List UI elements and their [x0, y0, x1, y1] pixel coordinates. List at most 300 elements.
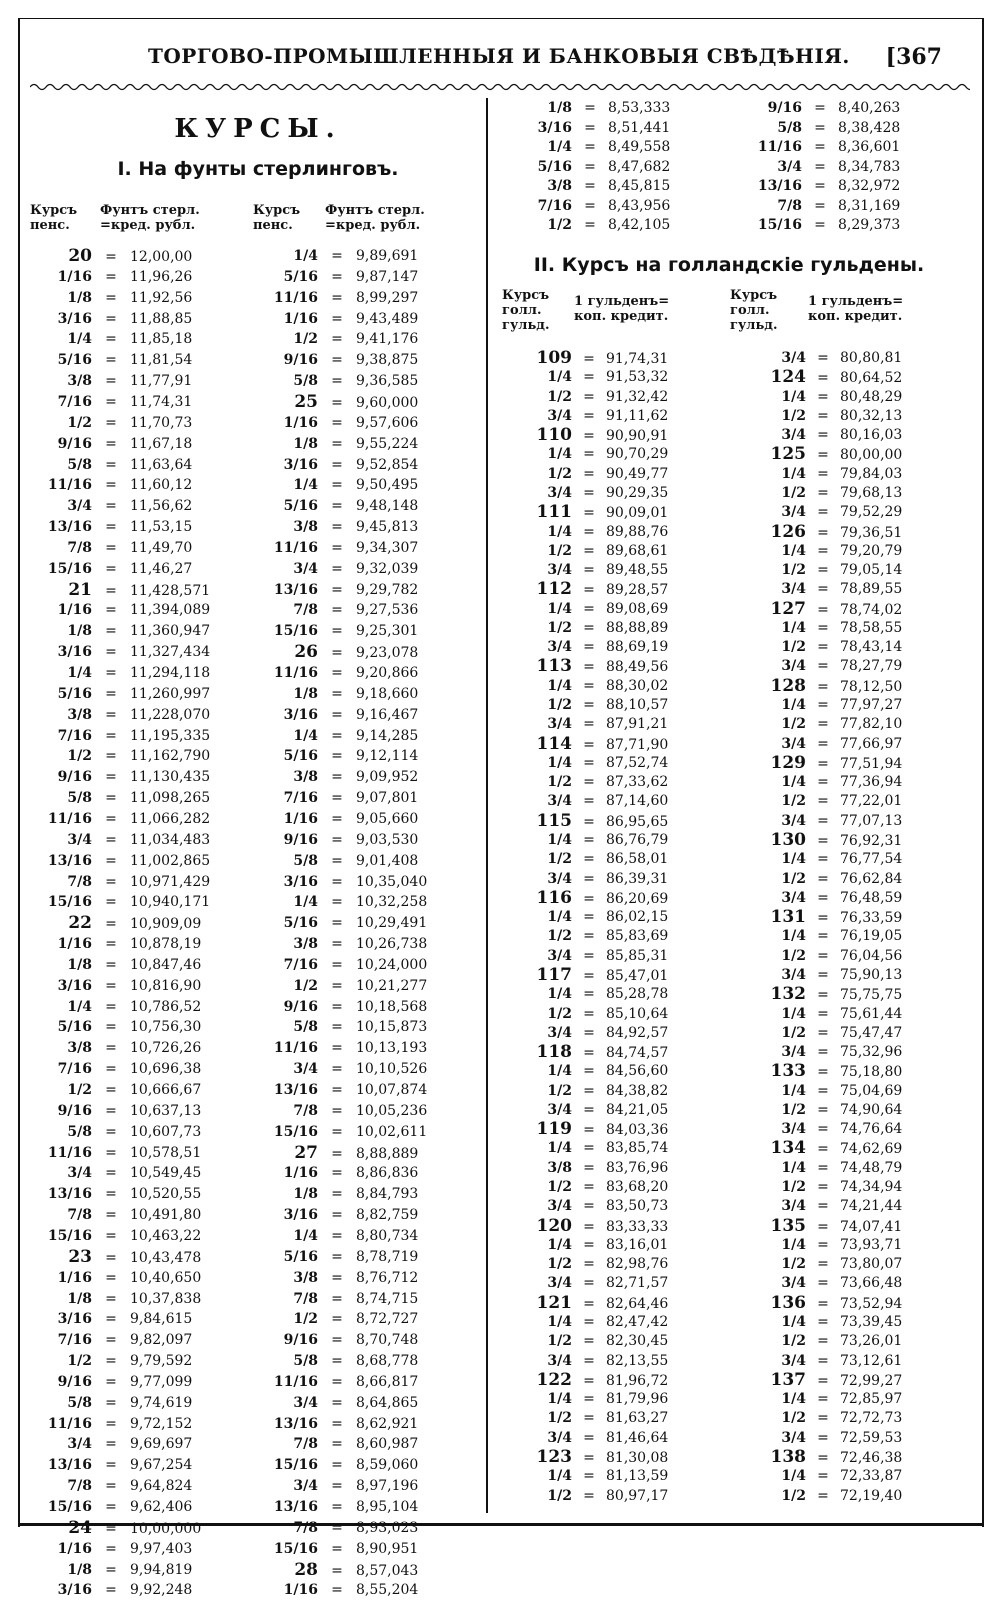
table-row [506, 464, 668, 485]
table-row [262, 1101, 427, 1122]
section-title: КУРСЫ. [174, 114, 342, 144]
table-row [262, 580, 418, 601]
rate-value: 82,47,42 [606, 1314, 669, 1330]
table-row [506, 1158, 668, 1179]
rate-value: 77,97,27 [840, 697, 903, 714]
equals-sign: = [105, 810, 117, 827]
rate-key: 1/2 [781, 1410, 806, 1427]
rate-value: 9,74,619 [130, 1394, 193, 1411]
rate-value: 8,57,043 [356, 1562, 419, 1579]
rate-key: 3/8 [547, 1159, 572, 1176]
equals-sign: = [584, 158, 596, 175]
rate-value: 75,75,75 [840, 987, 903, 1004]
table-row [506, 1177, 668, 1198]
rate-value: 10,463,22 [130, 1227, 202, 1244]
equals-sign: = [105, 873, 117, 890]
equals-sign: = [331, 873, 343, 890]
equals-sign: = [817, 678, 829, 695]
rate-key: 136 [770, 1292, 806, 1313]
rate-key: 3/8 [293, 936, 318, 953]
rate-key: 1/2 [781, 1333, 806, 1350]
rate-key: 1/2 [293, 977, 318, 994]
rate-key: 3/16 [57, 310, 92, 327]
rate-key: 3/4 [547, 639, 572, 656]
table-row [262, 309, 418, 330]
rate-key: 114 [536, 733, 572, 754]
equals-sign: = [105, 1040, 117, 1057]
equals-sign: = [105, 852, 117, 869]
rate-key: 1/2 [781, 870, 806, 887]
table-row [262, 288, 418, 309]
table-row [262, 1372, 418, 1393]
rate-key: 131 [770, 907, 806, 928]
equals-sign: = [331, 894, 343, 911]
table-row [510, 137, 670, 158]
rate-value: 8,82,759 [356, 1207, 419, 1224]
rate-key: 11/16 [47, 810, 92, 827]
equals-sign: = [583, 774, 595, 791]
rate-value: 88,88,89 [606, 619, 669, 636]
equals-sign: = [817, 1218, 829, 1235]
equals-sign: = [583, 639, 595, 656]
table-row [740, 1312, 902, 1333]
rate-key: 1/2 [781, 1256, 806, 1273]
rate-key: 3/4 [547, 793, 572, 810]
rate-key: 15/16 [47, 894, 92, 911]
rate-key: 3/4 [547, 1429, 572, 1446]
rate-value: 76,04,56 [840, 947, 903, 964]
equals-sign: = [817, 447, 829, 464]
equals-sign: = [583, 1140, 595, 1157]
rate-value: 83,68,20 [606, 1179, 669, 1196]
equals-sign: = [331, 310, 343, 327]
equals-sign: = [105, 685, 117, 702]
rate-value: 8,43,956 [608, 197, 671, 214]
rate-key: 3/4 [293, 1394, 318, 1411]
equals-sign: = [817, 1449, 829, 1466]
rate-value: 10,909,09 [130, 916, 202, 933]
equals-sign: = [105, 1353, 117, 1370]
rate-key: 1/4 [781, 1159, 806, 1176]
rate-key: 11/16 [47, 477, 92, 494]
rate-value: 11,63,64 [130, 456, 193, 473]
equals-sign: = [817, 504, 829, 521]
table-row [32, 288, 192, 309]
rate-value: 91,11,62 [606, 407, 669, 424]
table-row [510, 157, 670, 178]
rate-key: 1/16 [57, 602, 92, 619]
table-row [262, 663, 418, 684]
equals-sign: = [331, 1332, 343, 1349]
equals-sign: = [583, 909, 595, 926]
table-row [32, 726, 210, 747]
table-row [32, 1017, 201, 1038]
table-row [32, 455, 192, 476]
rate-value: 88,69,19 [606, 639, 669, 656]
equals-sign: = [814, 119, 826, 136]
rate-value: 9,36,585 [356, 373, 419, 390]
equals-sign: = [331, 352, 343, 369]
rate-key: 7/16 [57, 393, 92, 410]
rate-key: 1/16 [283, 414, 318, 431]
rate-key: 15/16 [273, 623, 318, 640]
rate-value: 86,20,69 [606, 890, 669, 907]
rate-key: 28 [294, 1559, 318, 1580]
table-row [740, 1177, 902, 1198]
rate-key: 5/16 [283, 1248, 318, 1265]
equals-sign: = [331, 1311, 343, 1328]
table-row [740, 811, 902, 832]
table-row [506, 1408, 668, 1429]
rate-key: 9/16 [767, 100, 802, 116]
equals-sign: = [583, 947, 595, 964]
equals-sign: = [331, 748, 343, 765]
table-row [506, 522, 668, 543]
equals-sign: = [817, 1121, 829, 1138]
table-row [262, 434, 418, 455]
equals-sign: = [583, 793, 595, 810]
rate-key: 1/2 [67, 1082, 92, 1098]
table-row [262, 1184, 418, 1205]
rate-value: 79,20,79 [840, 542, 903, 559]
rate-key: 3/4 [781, 735, 806, 752]
table-row [506, 1428, 668, 1449]
equals-sign: = [105, 1227, 117, 1244]
header-value-d: 1 гульденъ= коп. кредит. [808, 294, 904, 324]
table-row [506, 676, 668, 697]
equals-sign: = [817, 1141, 829, 1158]
rate-key: 13/16 [273, 1499, 318, 1515]
rate-value: 74,34,94 [840, 1179, 903, 1196]
equals-sign: = [105, 268, 117, 285]
equals-sign: = [331, 539, 343, 556]
equals-sign: = [817, 1314, 829, 1330]
equals-sign: = [583, 523, 595, 540]
rate-value: 9,92,248 [130, 1582, 193, 1599]
table-row [262, 1309, 418, 1330]
equals-sign: = [817, 833, 829, 849]
equals-sign: = [583, 986, 595, 1003]
rate-value: 8,88,889 [356, 1145, 419, 1162]
equals-sign: = [583, 1449, 595, 1466]
rate-key: 7/8 [67, 873, 92, 890]
table-row [262, 1539, 418, 1560]
table-row [262, 684, 418, 705]
rate-value: 87,33,62 [606, 774, 669, 791]
table-row [32, 517, 192, 538]
equals-sign: = [817, 793, 829, 810]
rate-value: 75,90,13 [840, 966, 903, 983]
equals-sign: = [817, 581, 829, 598]
rate-key: 3/8 [293, 769, 318, 786]
equals-sign: = [105, 1123, 117, 1140]
rate-value: 80,48,29 [840, 388, 903, 405]
equals-sign: = [105, 1332, 117, 1349]
equals-sign: = [583, 1429, 595, 1446]
equals-sign: = [105, 665, 117, 681]
equals-sign: = [105, 1561, 117, 1578]
table-row [506, 791, 668, 812]
table-row [32, 1080, 201, 1101]
rate-value: 8,72,727 [356, 1311, 419, 1328]
equals-sign: = [583, 1410, 595, 1427]
equals-sign: = [331, 645, 343, 662]
table-row [742, 176, 900, 197]
rate-key: 1/8 [293, 435, 318, 452]
rate-key: 1/4 [781, 928, 806, 945]
table-row [262, 517, 418, 538]
rate-value: 72,19,40 [840, 1487, 903, 1504]
equals-sign: = [583, 369, 595, 386]
rate-value: 8,66,817 [356, 1373, 419, 1390]
table-row [506, 984, 668, 1005]
rate-key: 122 [536, 1369, 572, 1390]
equals-sign: = [331, 435, 343, 452]
table-row [740, 348, 902, 369]
rate-key: 15/16 [273, 1457, 318, 1474]
table-row [262, 538, 418, 559]
equals-sign: = [331, 248, 343, 264]
equals-sign: = [331, 1457, 343, 1474]
rate-key: 5/8 [293, 852, 318, 869]
rate-value: 11,70,73 [130, 414, 193, 431]
rate-value: 11,46,27 [130, 560, 193, 577]
equals-sign: = [583, 813, 595, 830]
rate-key: 13/16 [47, 1457, 92, 1474]
rate-value: 9,01,408 [356, 852, 419, 869]
table-row [262, 1497, 418, 1518]
table-row [740, 888, 902, 909]
rate-key: 134 [770, 1138, 806, 1159]
equals-sign: = [331, 1394, 343, 1411]
table-row [740, 907, 902, 928]
rate-value: 87,52,74 [606, 754, 669, 771]
equals-sign: = [331, 414, 343, 431]
rate-value: 84,03,36 [606, 1122, 669, 1139]
table-row [262, 559, 418, 580]
rate-value: 89,48,55 [606, 562, 669, 579]
equals-sign: = [583, 677, 595, 694]
equals-sign: = [583, 1372, 595, 1389]
rate-key: 15/16 [757, 217, 802, 233]
rate-key: 1/2 [547, 465, 572, 482]
equals-sign: = [331, 831, 343, 848]
rate-value: 10,549,45 [130, 1165, 202, 1182]
rate-key: 1/2 [547, 774, 572, 791]
rate-key: 1/4 [547, 1314, 572, 1330]
table-row [32, 1414, 192, 1435]
table-row [740, 676, 902, 697]
equals-sign: = [105, 1144, 117, 1161]
rate-value: 80,32,13 [840, 407, 903, 424]
rate-value: 8,31,169 [838, 197, 901, 214]
table-row [740, 579, 902, 600]
equals-sign: = [331, 1478, 343, 1495]
rate-key: 7/8 [293, 602, 318, 619]
table-row [262, 1393, 418, 1414]
rate-value: 91,74,31 [606, 351, 669, 367]
equals-sign: = [583, 1045, 595, 1062]
running-header [30, 44, 970, 84]
rate-key: 1/2 [781, 1179, 806, 1196]
rate-value: 9,79,592 [130, 1353, 193, 1370]
rate-key: 127 [770, 598, 806, 619]
rate-value: 9,84,615 [130, 1311, 193, 1328]
table-row [510, 196, 670, 217]
equals-sign: = [817, 1159, 829, 1176]
equals-sign: = [817, 601, 829, 618]
rate-value: 8,64,865 [356, 1394, 419, 1411]
rate-key: 1/4 [781, 1314, 806, 1330]
rate-key: 138 [770, 1446, 806, 1467]
rate-key: 3/4 [781, 581, 806, 598]
page-number: [367 [885, 44, 942, 70]
equals-sign: = [105, 1061, 117, 1078]
table-row [740, 387, 902, 408]
table-row [262, 746, 418, 767]
table-row [32, 350, 192, 371]
rate-value: 73,12,61 [840, 1352, 903, 1369]
table-row [506, 830, 668, 851]
table-row [32, 1247, 201, 1268]
equals-sign: = [583, 1024, 595, 1041]
table-row [32, 1476, 192, 1497]
rate-value: 9,87,147 [356, 268, 419, 285]
table-row [262, 621, 418, 642]
rate-key: 1/2 [67, 414, 92, 431]
table-row [506, 406, 668, 427]
rate-key: 3/8 [547, 178, 572, 194]
equals-sign: = [583, 1256, 595, 1273]
table-row [32, 1309, 192, 1330]
table-row [32, 329, 192, 350]
table-row [506, 926, 668, 947]
rate-value: 11,53,15 [130, 519, 193, 536]
table-row [740, 1158, 902, 1179]
rate-value: 85,10,64 [606, 1005, 669, 1022]
rate-value: 9,41,176 [356, 331, 419, 348]
rate-value: 77,66,97 [840, 735, 903, 752]
table-row [740, 541, 902, 562]
table-row [740, 637, 902, 658]
rate-key: 1/2 [781, 947, 806, 964]
rate-value: 11,56,62 [130, 498, 193, 515]
rate-key: 3/4 [547, 562, 572, 579]
rate-key: 113 [536, 656, 572, 677]
table-row [740, 464, 902, 485]
rate-value: 73,93,71 [840, 1236, 903, 1253]
table-row [740, 1061, 902, 1082]
rate-key: 25 [294, 391, 318, 412]
rate-key: 1/8 [67, 956, 92, 973]
rate-value: 87,91,21 [606, 716, 669, 733]
rate-key: 7/8 [293, 1519, 318, 1536]
rate-key: 1/4 [547, 600, 572, 617]
table-row [740, 734, 902, 755]
rate-key: 110 [536, 425, 572, 446]
table-row [32, 1539, 192, 1560]
rate-key: 3/4 [781, 504, 806, 521]
rate-value: 8,34,783 [838, 158, 901, 175]
rate-value: 76,92,31 [840, 833, 903, 849]
table-row [32, 892, 210, 913]
rate-key: 3/16 [283, 1207, 318, 1224]
table-row [32, 1268, 201, 1289]
equals-sign: = [105, 1582, 117, 1599]
rate-value: 9,60,000 [356, 394, 419, 411]
rate-key: 11/16 [757, 139, 802, 155]
rate-key: 7/16 [537, 197, 572, 214]
rate-value: 78,12,50 [840, 678, 903, 695]
table-row [262, 1143, 418, 1164]
equals-sign: = [105, 894, 117, 911]
rate-value: 9,89,691 [356, 248, 419, 264]
rate-value: 9,38,875 [356, 352, 419, 369]
table-row [262, 1017, 427, 1038]
rate-value: 82,13,55 [606, 1352, 669, 1369]
rate-value: 8,49,558 [608, 139, 671, 155]
section-1-subtitle: I. На фунты стерлинговъ. [117, 158, 399, 180]
rate-value: 75,04,69 [840, 1082, 903, 1099]
table-row [506, 367, 668, 388]
rate-value: 82,30,45 [606, 1333, 669, 1350]
table-row [506, 541, 668, 562]
rate-key: 1/4 [547, 909, 572, 926]
rate-key: 11/16 [273, 539, 318, 556]
rate-key: 1/2 [547, 1179, 572, 1196]
rate-value: 10,607,73 [130, 1123, 202, 1140]
rate-value: 76,19,05 [840, 928, 903, 945]
table-row [32, 1143, 201, 1164]
rate-key: 1/4 [293, 727, 318, 744]
rate-key: 1/8 [67, 1290, 92, 1307]
rate-value: 10,15,873 [356, 1019, 428, 1036]
rate-value: 89,88,76 [606, 523, 669, 540]
rate-key: 1/2 [547, 1410, 572, 1427]
rate-value: 78,89,55 [840, 581, 903, 598]
rate-key: 1/4 [293, 1227, 318, 1244]
equals-sign: = [817, 1198, 829, 1215]
table-row [262, 1247, 418, 1268]
table-row [740, 656, 902, 677]
equals-sign: = [817, 427, 829, 444]
table-row [506, 1447, 668, 1468]
rate-value: 9,27,536 [356, 602, 419, 619]
rate-key: 1/2 [293, 1311, 318, 1328]
rate-value: 9,29,782 [356, 581, 419, 598]
table-row [740, 1216, 902, 1237]
rate-value: 10,26,738 [356, 936, 428, 953]
rate-key: 3/4 [67, 1436, 92, 1453]
rate-key: 1/2 [547, 1333, 572, 1350]
table-row [32, 371, 192, 392]
equals-sign: = [331, 1290, 343, 1307]
rate-key: 7/8 [777, 197, 802, 214]
equals-sign: = [105, 1207, 117, 1224]
rate-value: 81,46,64 [606, 1429, 669, 1446]
rate-value: 8,38,428 [838, 119, 901, 136]
equals-sign: = [331, 1019, 343, 1036]
equals-sign: = [105, 1249, 117, 1266]
rate-key: 9/16 [283, 352, 318, 369]
rate-value: 11,066,282 [130, 810, 211, 827]
header-value-c: 1 гульденъ= коп. кредит. [574, 294, 670, 324]
rate-key: 1/4 [547, 369, 572, 386]
equals-sign: = [817, 1429, 829, 1446]
rate-value: 8,97,196 [356, 1478, 419, 1495]
rate-key: 5/16 [283, 915, 318, 932]
equals-sign: = [817, 370, 829, 387]
